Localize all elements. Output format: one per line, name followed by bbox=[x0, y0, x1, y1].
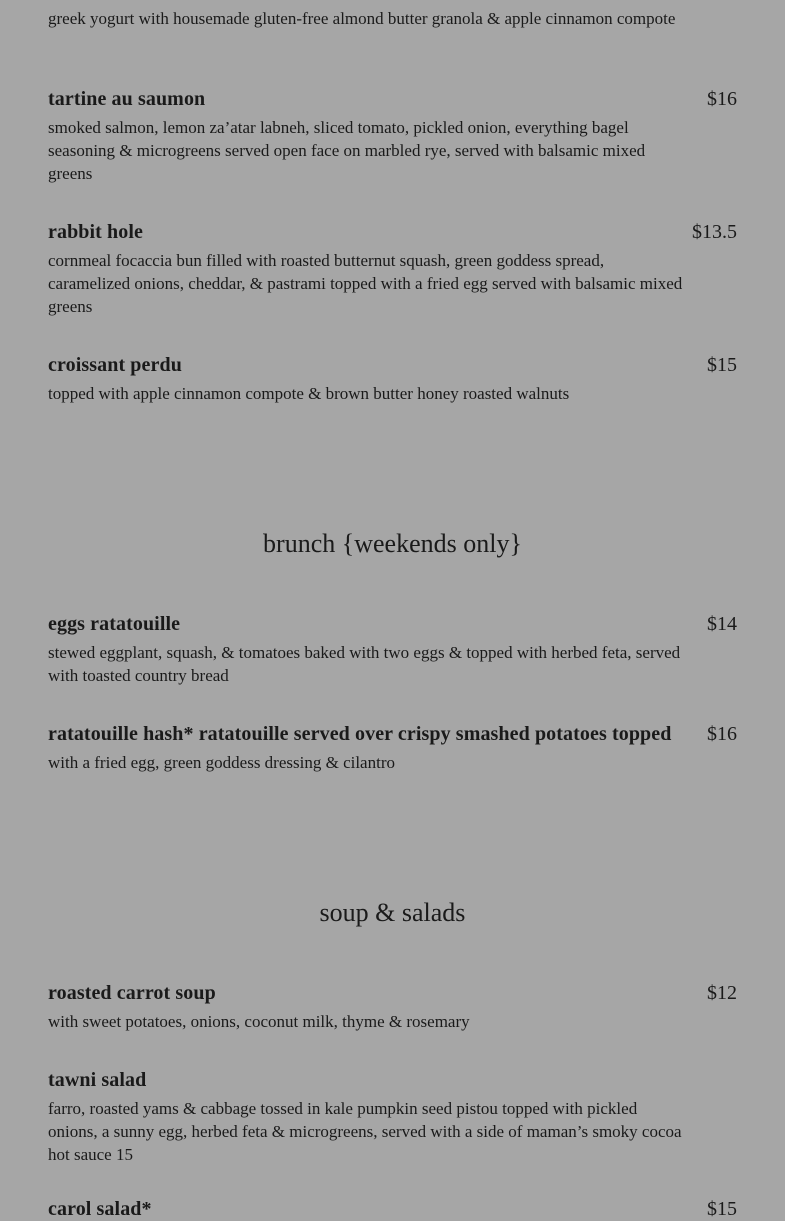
section-title-brunch: brunch {weekends only} bbox=[263, 529, 522, 558]
menu-item-price: $14 bbox=[707, 613, 737, 635]
menu-item-price: $15 bbox=[707, 354, 737, 376]
menu-item-price: $13.5 bbox=[692, 221, 737, 243]
menu-item-name: croissant perdu bbox=[48, 354, 182, 376]
menu-item-description: smoked salmon, lemon za’atar labneh, sliced tomato, pickled onion, everything bagel seasoning & microgreens served open face on marbled rye, served with balsamic mixed greens bbox=[48, 118, 646, 183]
menu-item-ratatouille-hash bbox=[48, 722, 737, 774]
menu-item-name: rabbit hole bbox=[48, 221, 143, 243]
menu-item-carol-salad bbox=[48, 1197, 737, 1221]
menu-item-name: tartine au saumon bbox=[48, 88, 206, 110]
menu-item-description: with a fried egg, green goddess dressing & cilantro bbox=[48, 753, 395, 772]
menu-item-rabbit-hole bbox=[48, 220, 737, 318]
menu-item-name: ratatouille hash* ratatouille served over crispy smashed potatoes topped bbox=[48, 723, 672, 745]
menu-item-yogurt-granola bbox=[48, 7, 737, 30]
section-title-soup-salads: soup & salads bbox=[319, 898, 466, 927]
menu-item-description: with sweet potatoes, onions, coconut milk, thyme & rosemary bbox=[48, 1012, 470, 1031]
menu-item-name: carol salad* bbox=[48, 1198, 152, 1220]
menu-item-name: tawni salad bbox=[48, 1069, 147, 1091]
menu-item-eggs-ratatouille bbox=[48, 612, 737, 687]
menu-item-description: stewed eggplant, squash, & tomatoes baked with two eggs & topped with herbed feta, served with toasted country bread bbox=[48, 643, 681, 685]
menu-item-tartine-au-saumon bbox=[48, 87, 737, 185]
menu-item-price: $16 bbox=[707, 723, 737, 745]
menu-item-name: eggs ratatouille bbox=[48, 613, 181, 635]
menu-item-description: topped with apple cinnamon compote & brown butter honey roasted walnuts bbox=[48, 384, 570, 403]
menu-item-tawni-salad bbox=[48, 1068, 737, 1166]
menu-item-description: farro, roasted yams & cabbage tossed in kale pumpkin seed pistou topped with pickled onions, a sunny egg, herbed feta & microgreens, served with a side of maman’s smoky cocoa hot sauce 15 bbox=[48, 1099, 682, 1164]
menu-item-description: greek yogurt with housemade gluten-free almond butter granola & apple cinnamon compote bbox=[48, 9, 676, 28]
menu-item-name: roasted carrot soup bbox=[48, 982, 216, 1004]
menu-item-price: $15 bbox=[707, 1198, 737, 1220]
menu-item-description: cornmeal focaccia bun filled with roasted butternut squash, green goddess spread, caramelized onions, cheddar, & pastrami topped with a fried egg served with balsamic mixed greens bbox=[48, 251, 683, 316]
menu-item-price: $12 bbox=[707, 982, 737, 1004]
menu-item-croissant-perdu bbox=[48, 353, 737, 405]
menu-item-roasted-carrot-soup bbox=[48, 981, 737, 1033]
menu-item-price: $16 bbox=[707, 88, 737, 110]
